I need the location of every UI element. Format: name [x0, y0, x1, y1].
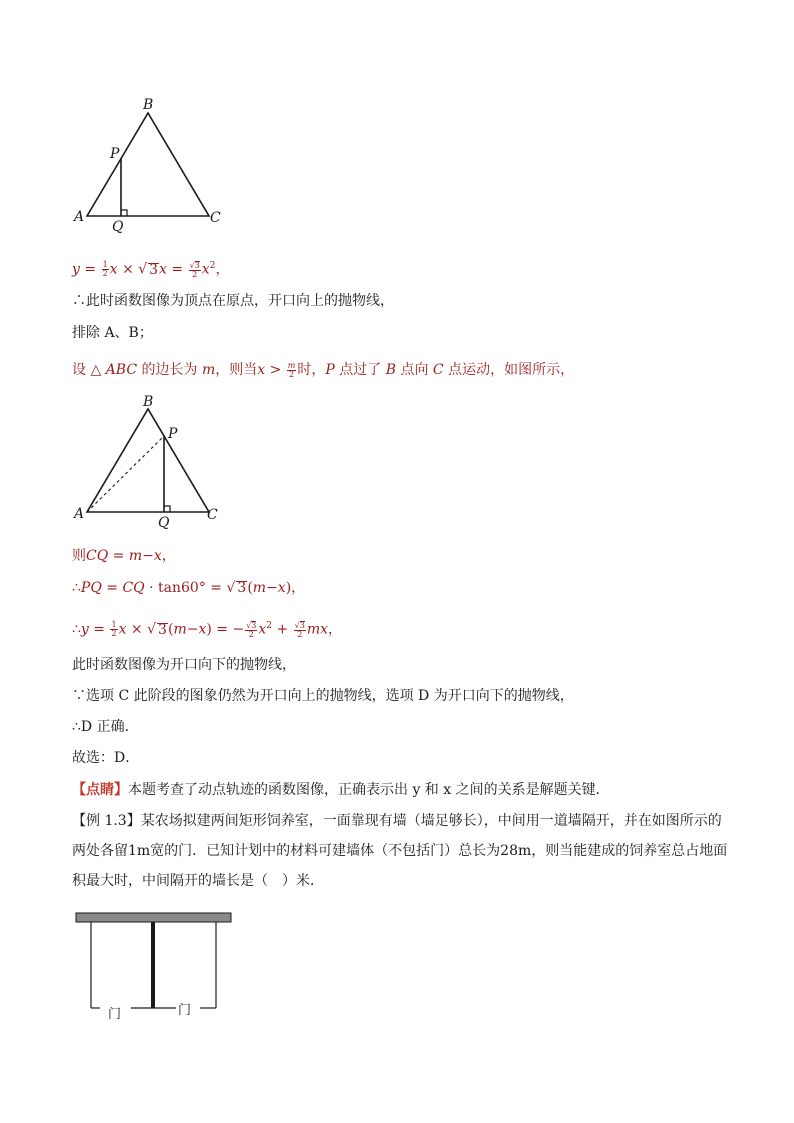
step-line-9: ∵选项 C 此阶段的图象仍然为开口向上的抛物线，选项 D 为开口向下的抛物线，: [72, 688, 574, 704]
label-B: B: [143, 394, 154, 410]
door-label-right: 门: [178, 1003, 192, 1018]
label-C: C: [210, 210, 221, 226]
label-P: P: [168, 426, 178, 442]
comment-text: 本题考查了动点轨迹的函数图像，正确表示出 y 和 x 之间的关系是解题关键．: [128, 782, 610, 798]
step-line-8: 此时函数图像为开口向下的抛物线，: [72, 657, 296, 673]
example-text: 某农场拟建两间矩形饲养室，一面靠现有墙（墙足够长），中间用一道墙隔开，并在如图所示的两处各留1m宽的门．已知计划中的材料可建墙体（不包括门）总长为28m，则当能建成的饲养室总占地面积最大时，中间隔开的墙长是（ ）米．: [72, 813, 728, 889]
example-paragraph: [72, 806, 732, 896]
label-B: B: [143, 97, 154, 113]
step-line-7: ∴y = $\frac{1}{2}$ x × √ 3(m−x) = − $\frac{√3}{2}$ $x^2$ + $\frac{√3}{2}$ mx，: [72, 620, 343, 639]
comment-paragraph: [72, 780, 610, 800]
label-P: P: [110, 146, 120, 162]
triangle-figure-1: [70, 96, 230, 236]
step-line-2: ∴此时函数图像为顶点在原点，开口向上的抛物线，: [72, 293, 394, 309]
step-line-6: ∴PQ = CQ · tan60° = √ 3(m−x)，: [72, 580, 306, 596]
triangle-figure-2: [70, 392, 230, 532]
label-A: A: [74, 506, 85, 522]
step-line-4: 设 △ ABC 的边长为 m，则当x > $\frac{m}{2}$ 时，P 点过了 B 点向 C 点运动，如图所示，: [72, 360, 575, 379]
step-line-1: y = $\frac{1}{2}$ x × √ 3x = $\frac{√3}{2}$ $x^2$，: [72, 260, 230, 279]
step-line-5: 则CQ = m−x，: [72, 548, 176, 564]
door-label-left: 门: [108, 1007, 122, 1022]
label-C: C: [207, 507, 218, 523]
step-line-10: ∴D 正确．: [72, 719, 139, 735]
step-line-11: 故选：D．: [72, 750, 140, 766]
step-line-3: 排除 A、B；: [72, 325, 153, 341]
label-Q: Q: [158, 515, 170, 531]
comment-tag: 【点睛】: [72, 782, 128, 798]
farm-room-figure: [70, 908, 240, 1028]
example-tag: 【例 1.3】: [72, 813, 141, 829]
label-A: A: [74, 209, 85, 225]
label-Q: Q: [112, 219, 124, 235]
